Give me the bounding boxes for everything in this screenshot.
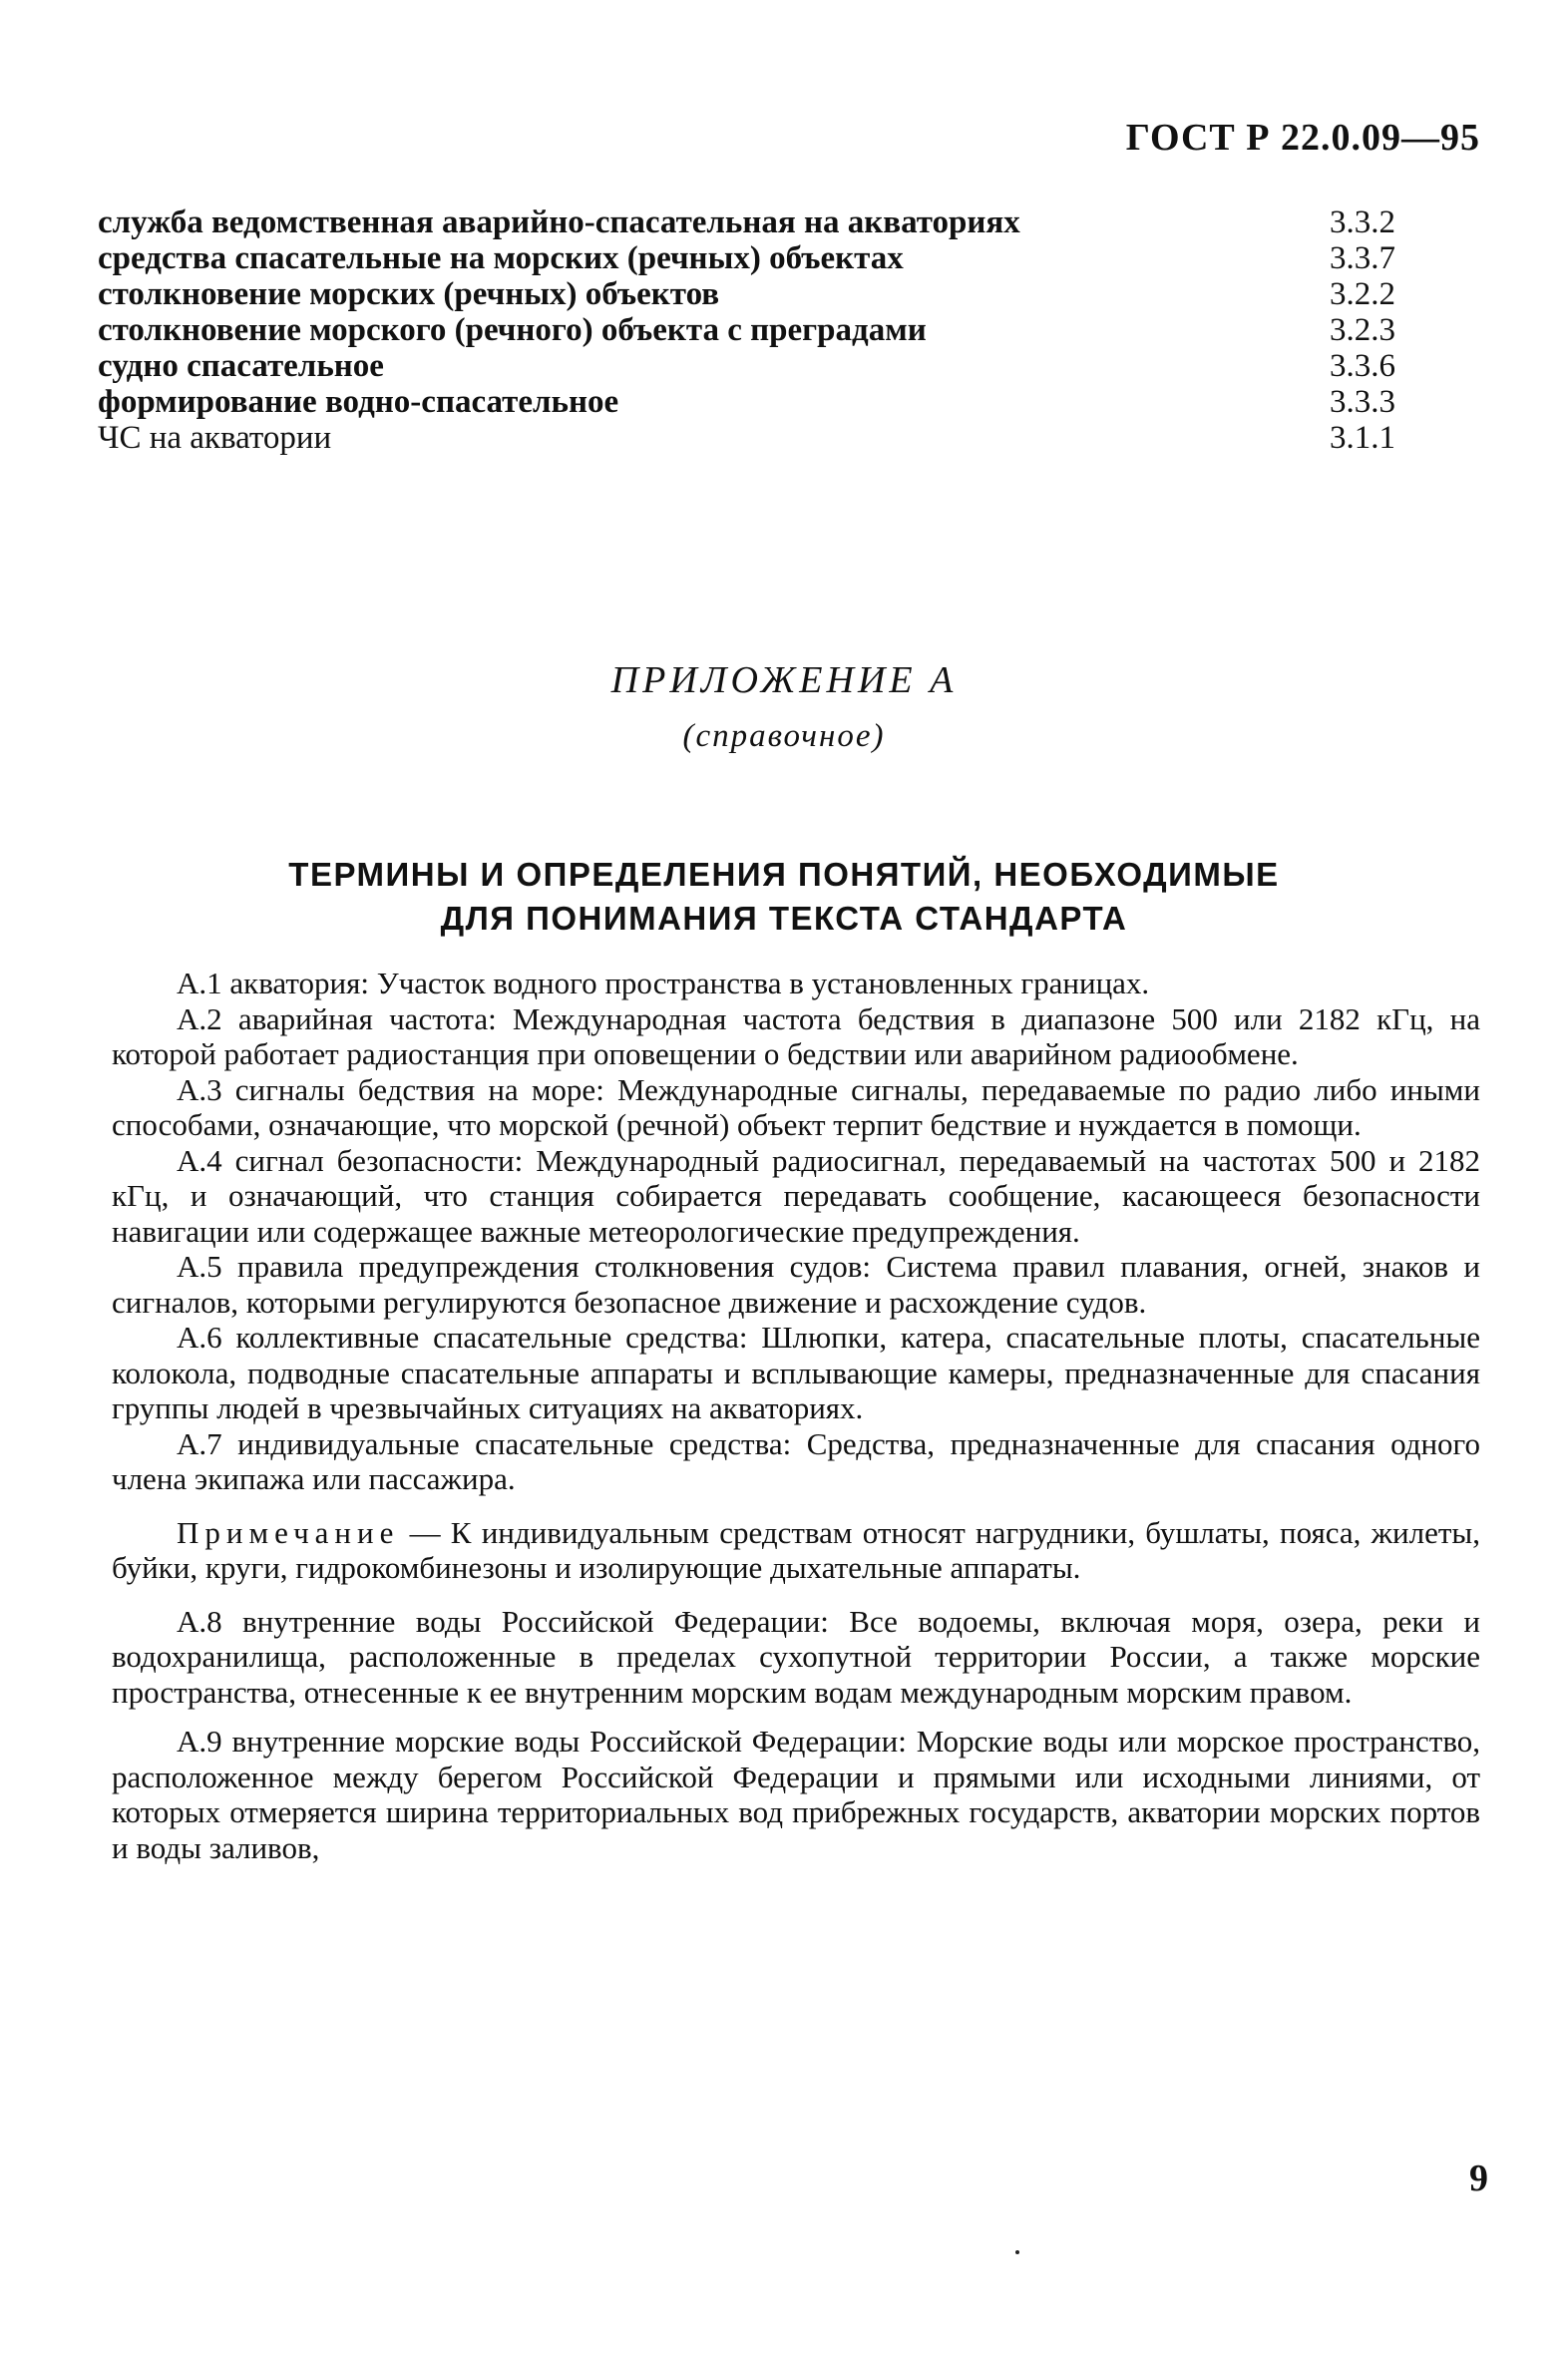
definition-a7: А.7 индивидуальные спасательные средства: Средства, предназначенные для спасания одного члена экипажа или пассажира. bbox=[112, 1425, 1480, 1496]
index-row bbox=[98, 240, 1419, 276]
index-row bbox=[98, 384, 1419, 420]
index-ref: 3.3.2 bbox=[1330, 204, 1395, 240]
definition-a1: А.1 акватория: Участок водного пространства в установленных границах. bbox=[177, 966, 1150, 1000]
index-term: ЧС на акватории bbox=[98, 420, 332, 456]
definition-a2: А.2 аварийная частота: Международная частота бедствия в диапазоне 500 или 2182 кГц, на которой работает радиостанция при оповещении о бедствии или аварийном радиообмене. bbox=[112, 1000, 1480, 1071]
definition-a5: А.5 правила предупреждения столкновения судов: Система правил плавания, огней, знаков и сигналов, которыми регулируются безопасное движение и расхождение судов. bbox=[112, 1249, 1480, 1320]
term-index bbox=[98, 204, 1419, 456]
definition-a9: А.9 внутренние морские воды Российской Федерации: Морские воды или морское пространство, расположенное между берегом Российской Федерации и прямыми или исходными линиями, от которых отмеряется ширина территориальных вод прибрежных государств, акватории морских портов и воды заливов, bbox=[112, 1724, 1480, 1865]
document-code: ГОСТ Р 22.0.09—95 bbox=[1125, 117, 1480, 159]
definition-a6: А.6 коллективные спасательные средства: Шлюпки, катера, спасательные плоты, спасательные колокола, подводные спасательные аппараты и всплывающие камеры, предназначенные для спасания группы людей в чрезвычайных ситуациях на акваториях. bbox=[112, 1320, 1480, 1425]
index-row bbox=[98, 312, 1419, 348]
appendix-title: ПРИЛОЖЕНИЕ А bbox=[610, 659, 958, 701]
definition-a4: А.4 сигнал безопасности: Международный радиосигнал, передаваемый на частотах 500 и 2182 кГц, и означающий, что станция собирается передавать сообщение, касающееся безопасности навигации или содержащее важные метеорологические предупреждения. bbox=[112, 1142, 1480, 1249]
section-heading bbox=[0, 853, 1568, 941]
index-row bbox=[98, 204, 1419, 240]
index-ref: 3.1.1 bbox=[1330, 420, 1395, 456]
index-row bbox=[98, 348, 1419, 384]
index-term: судно спасательное bbox=[98, 348, 384, 384]
note bbox=[112, 1515, 1480, 1586]
index-row bbox=[98, 276, 1419, 312]
note-text: — К индивидуальным средствам относят нагрудники, бушлаты, пояса, жилеты, буйки, круги, гидрокомбинезоны и изолирующие дыхательные аппараты. bbox=[112, 1514, 1480, 1585]
section-heading-line: ДЛЯ ПОНИМАНИЯ ТЕКСТА СТАНДАРТА bbox=[440, 900, 1128, 937]
index-ref: 3.3.6 bbox=[1330, 348, 1395, 384]
index-term: столкновение морских (речных) объектов bbox=[98, 276, 720, 312]
scan-dot bbox=[1015, 2250, 1019, 2254]
index-ref: 3.3.7 bbox=[1330, 240, 1395, 276]
page-number: 9 bbox=[1469, 2158, 1488, 2199]
section-heading-line: ТЕРМИНЫ И ОПРЕДЕЛЕНИЯ ПОНЯТИЙ, НЕОБХОДИМЫЕ bbox=[288, 856, 1280, 893]
index-row bbox=[98, 420, 1419, 456]
index-term: столкновение морского (речного) объекта с преградами bbox=[98, 312, 927, 348]
appendix-subtitle: (справочное) bbox=[682, 718, 886, 754]
index-term: служба ведомственная аварийно-спасательная на акваториях bbox=[98, 204, 1020, 240]
definition-a3: А.3 сигналы бедствия на море: Международные сигналы, передаваемые по радио либо иными способами, означающие, что морской (речной) объект терпит бедствие и нуждается в помощи. bbox=[112, 1071, 1480, 1142]
index-term: формирование водно-спасательное bbox=[98, 384, 619, 420]
index-ref: 3.2.3 bbox=[1330, 312, 1395, 348]
index-ref: 3.3.3 bbox=[1330, 384, 1395, 420]
note-label: Примечание bbox=[177, 1514, 400, 1550]
index-ref: 3.2.2 bbox=[1330, 276, 1395, 312]
definitions-body bbox=[112, 966, 1480, 1865]
definition-a8: А.8 внутренние воды Российской Федерации: Все водоемы, включая моря, озера, реки и водохранилища, расположенные в пределах сухопутной территории России, а также морские пространства, отнесенные к ее внутренним морским водам международным морским правом. bbox=[112, 1603, 1480, 1710]
index-term: средства спасательные на морских (речных) объектах bbox=[98, 240, 904, 276]
